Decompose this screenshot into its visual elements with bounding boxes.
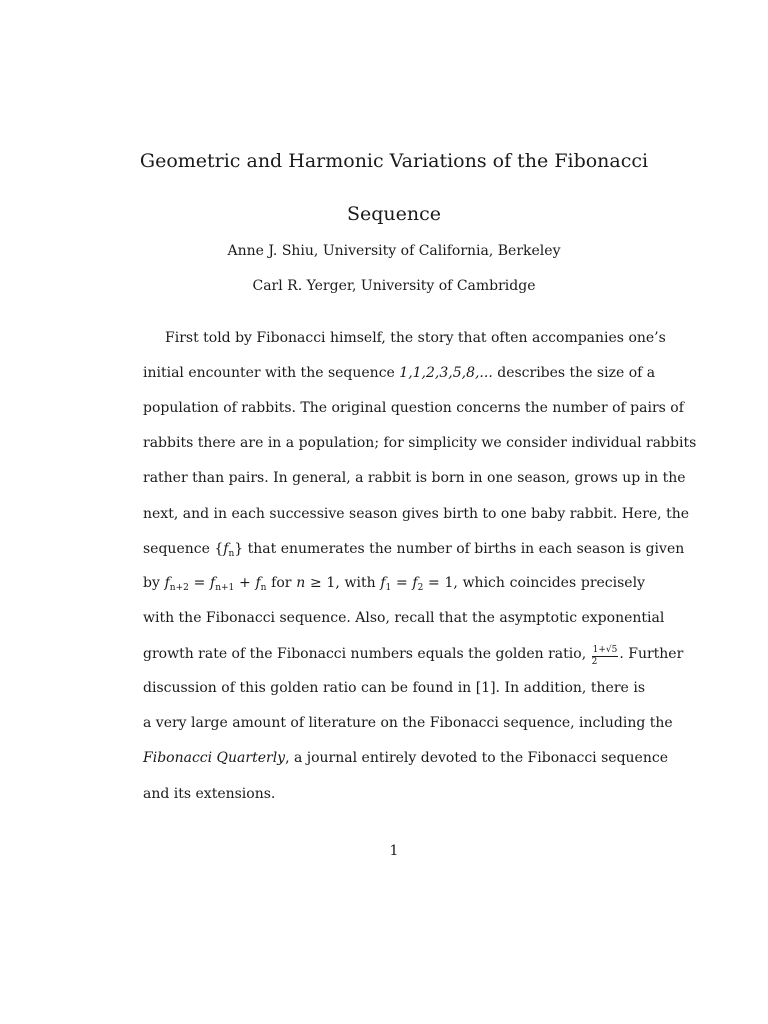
body-line-14: and its extensions. <box>143 786 276 802</box>
body-line-9: with the Fibonacci sequence. Also, recall that the asymptotic exponential <box>143 610 665 626</box>
body-line-2: initial encounter with the sequence 1,1,2,3,5,8,... describes the size of a <box>143 365 656 381</box>
body-line-8: by $f_{n+2} = f_{n+1} + f_n$ for n ≥ 1, with $f_1 = f_2 = 1$, which coincides precisely <box>143 575 645 593</box>
body-line-4: rabbits there are in a population; for simplicity we consider individual rabbits <box>143 435 697 451</box>
journal-name: Fibonacci Quarterly <box>143 750 286 766</box>
body-line-11: discussion of this golden ratio can be found in [1]. In addition, there is <box>143 680 645 696</box>
recurrence-math: $f_{n+2} = f_{n+1} + f_n$ <box>164 575 267 593</box>
body-line-7: sequence $\{f_n\}$ that enumerates the number of births in each season is given <box>143 541 685 559</box>
body-line-6: next, and in each successive season gives birth to one baby rabbit. Here, the <box>143 506 690 522</box>
body-line-3: population of rabbits. The original question concerns the number of pairs of <box>143 400 684 416</box>
fibonacci-sequence-example: 1,1,2,3,5,8,... <box>399 365 493 381</box>
body-line-5: rather than pairs. In general, a rabbit is born in one season, grows up in the <box>143 470 686 486</box>
sequence-f-n-math: $\{f_n\}$ <box>214 541 244 559</box>
paper-title-line-1: Geometric and Harmonic Variations of the Fibonacci <box>139 150 649 172</box>
body-line-10: growth rate of the Fibonacci numbers equals the golden ratio, $\frac{1+√5}{2}$ . Further <box>143 645 684 667</box>
author-1: Anne J. Shiu, University of California, Berkeley <box>227 243 561 259</box>
author-2: Carl R. Yerger, University of Cambridge <box>252 278 536 294</box>
body-line-13: Fibonacci Quarterly, a journal entirely devoted to the Fibonacci sequence <box>143 750 668 766</box>
initial-values-math: $f_1 = f_2 = 1$ <box>380 575 454 593</box>
golden-ratio-fraction: $\frac{1+√5}{2}$ <box>591 645 618 667</box>
body-line-12: a very large amount of literature on the Fibonacci sequence, including the <box>143 715 673 731</box>
condition-math: n ≥ 1 <box>296 575 336 591</box>
body-line-1: First told by Fibonacci himself, the story that often accompanies one’s <box>165 330 666 346</box>
paper-title-line-2: Sequence <box>346 203 442 225</box>
page-number: 1 <box>389 843 399 859</box>
